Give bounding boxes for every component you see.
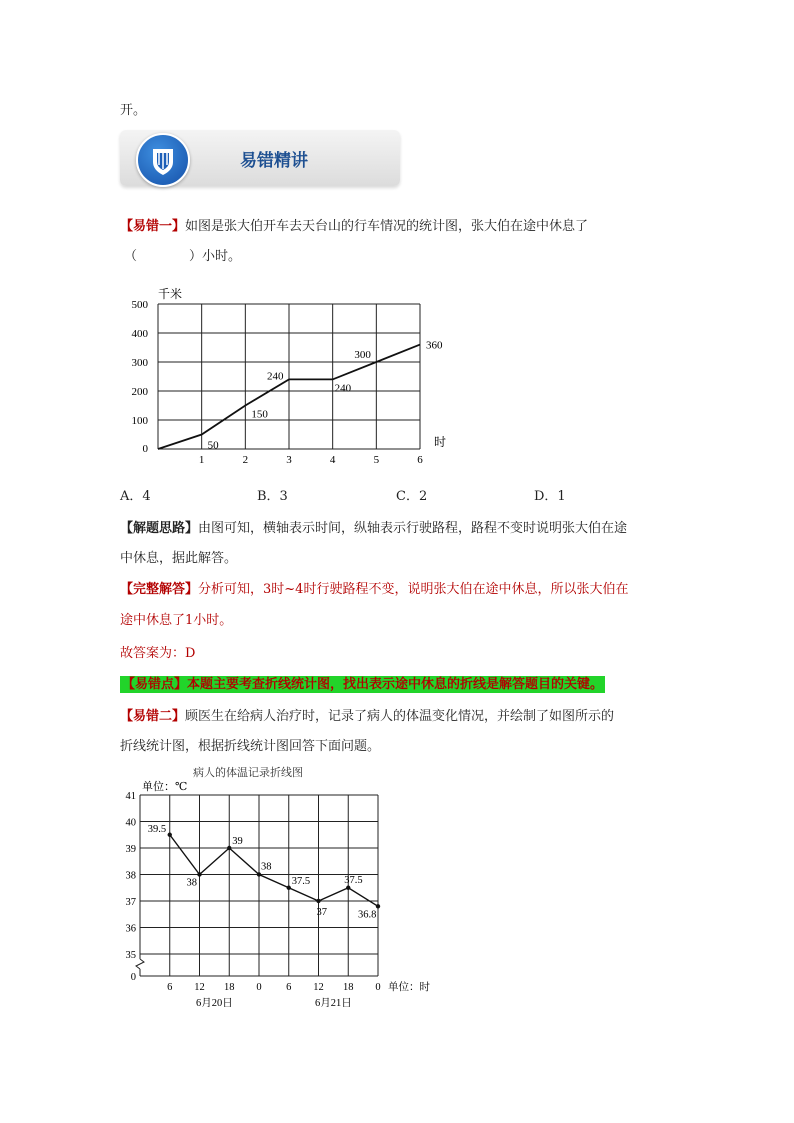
- idea-line-2: 中休息，据此解答。: [120, 551, 238, 566]
- data-point: [168, 833, 172, 837]
- x-tick-label: 12: [194, 982, 205, 993]
- data-point: [346, 886, 350, 890]
- y-tick-label: 36: [125, 923, 136, 935]
- option-c: C．2: [396, 489, 428, 504]
- data-label: 240: [267, 370, 284, 383]
- answer-line-1: [120, 581, 628, 599]
- shield-icon: [138, 135, 188, 185]
- data-label: 300: [354, 349, 371, 361]
- y-tick-label: 39: [125, 844, 136, 855]
- answer-tag: 【完整解答】: [120, 582, 199, 597]
- y-tick-label: 35: [125, 950, 136, 961]
- error-point: [120, 676, 605, 694]
- x-tick-label: 0: [256, 982, 262, 993]
- data-point: [227, 846, 231, 850]
- x-tick-label: 3: [286, 454, 292, 466]
- idea-line-1: [120, 520, 627, 538]
- q1-tag: 【易错一】: [120, 219, 186, 234]
- data-label: 150: [251, 408, 268, 421]
- answer-body: 分析可知，3时~4时行驶路程不变，说明张大伯在途中休息，所以张大伯在: [198, 582, 629, 597]
- y-tick-label: 400: [131, 328, 148, 340]
- option-b: B．3: [257, 489, 288, 504]
- q2-body: 顾医生在给病人治疗时，记录了病人的体温变化情况，并绘制了如图所示的: [185, 709, 615, 724]
- option-d: D．1: [534, 489, 566, 504]
- x-group-label: 6月20日: [196, 998, 233, 1007]
- temperature-chart: [120, 762, 450, 1007]
- x-tick-label: 18: [224, 982, 235, 993]
- answer-line-2: 途中休息了1小时。: [120, 613, 233, 628]
- q1-text: [120, 218, 588, 236]
- y-tick-label: 38: [125, 870, 136, 882]
- y-tick-label: 37: [125, 897, 136, 908]
- y-tick-label: 0: [142, 443, 148, 455]
- y-axis-label: 单位：℃: [142, 781, 188, 793]
- series-line: [170, 835, 378, 907]
- data-label: 39: [232, 836, 243, 847]
- data-label: 50: [207, 439, 219, 452]
- data-label: 39.5: [147, 823, 167, 835]
- chart-title: 病人的体温记录折线图: [193, 767, 303, 779]
- point-tag: 【易错点】: [122, 677, 188, 692]
- data-label: 37: [316, 907, 327, 918]
- idea-body: 由图可知，横轴表示时间，纵轴表示行驶路程，路程不变时说明张大伯在途: [198, 521, 628, 536]
- error-point-highlight: [120, 676, 605, 693]
- x-tick-label: 1: [198, 454, 205, 466]
- x-tick-label: 2: [242, 454, 249, 466]
- distance-chart: [120, 280, 450, 470]
- q2-text: [120, 708, 614, 726]
- data-point: [376, 904, 380, 908]
- x-tick-label: 5: [373, 454, 380, 466]
- data-point: [316, 899, 320, 903]
- continued-text: 开。: [120, 103, 147, 118]
- data-label: 38: [261, 861, 272, 873]
- x-tick-label: 6: [286, 982, 292, 993]
- x-tick-label: 18: [343, 982, 354, 993]
- data-point: [197, 872, 201, 876]
- y-tick-label: 100: [131, 415, 148, 427]
- data-label: 240: [334, 382, 352, 395]
- x-tick-label: 12: [313, 982, 324, 993]
- final-answer: 故答案为：D: [120, 646, 196, 661]
- idea-tag: 【解题思路】: [120, 521, 199, 536]
- data-point: [287, 886, 291, 890]
- x-tick-label: 4: [329, 454, 336, 466]
- data-label: 38: [186, 877, 197, 889]
- data-label: 360: [426, 339, 443, 352]
- y-tick-label: 200: [131, 386, 148, 398]
- x-tick-label: 6: [417, 454, 423, 466]
- x-axis-label: 时: [434, 435, 447, 449]
- q2-text-2: 折线统计图，根据折线统计图回答下面问题。: [120, 739, 381, 754]
- x-tick-label: 0: [375, 982, 381, 993]
- point-body: 本题主要考查折线统计图，找出表示途中休息的折线是解答题目的关键。: [187, 677, 604, 692]
- option-a: A．4: [120, 489, 151, 504]
- q1-body: 如图是张大伯开车去天台山的行车情况的统计图，张大伯在途中休息了: [185, 219, 589, 234]
- data-label: 37.5: [291, 875, 311, 887]
- x-tick-label: 6: [167, 982, 173, 993]
- x-group-label: 6月21日: [315, 998, 352, 1007]
- y-tick-label: 41: [125, 791, 136, 802]
- y-axis-label: 千米: [158, 287, 183, 301]
- q2-tag: 【易错二】: [120, 709, 186, 724]
- banner-title: 易错精讲: [240, 151, 308, 171]
- data-point: [257, 872, 261, 876]
- x-axis-label: 单位：时: [388, 982, 430, 993]
- y-tick-label: 500: [131, 299, 148, 311]
- y-tick-label: 0: [130, 972, 136, 983]
- y-tick-label: 40: [125, 817, 136, 829]
- shield-badge: [136, 133, 190, 187]
- q1-text-2: （ ）小时。: [124, 249, 242, 264]
- data-label: 36.8: [358, 909, 377, 921]
- y-tick-label: 300: [131, 357, 148, 369]
- data-label: 37.5: [344, 874, 363, 886]
